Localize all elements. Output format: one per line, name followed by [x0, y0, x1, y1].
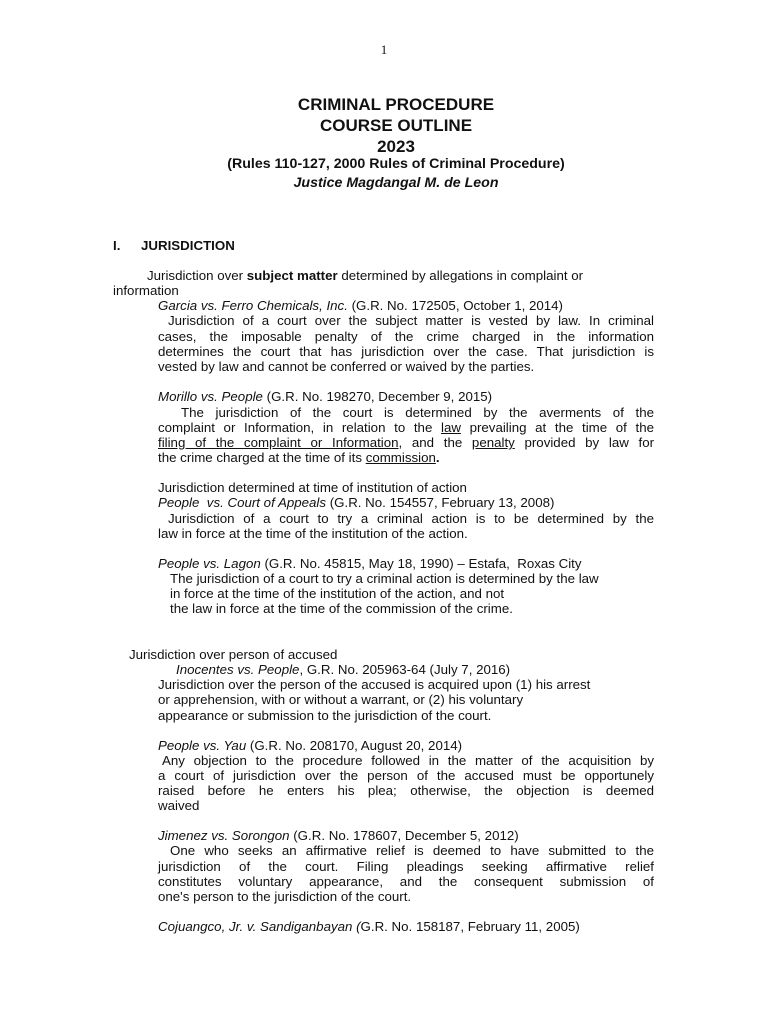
text: the crime charged at the time of its	[158, 450, 366, 465]
case-citation	[158, 919, 580, 935]
text: , and the	[398, 435, 472, 450]
case-name: Inocentes vs. People	[176, 662, 300, 677]
case-text-line: appearance or submission to the jurisdiction of the court.	[158, 708, 492, 723]
doc-title-year: 2023	[377, 137, 415, 156]
case-citation	[176, 662, 510, 678]
section-heading	[113, 238, 235, 254]
case-text-line: cases, the imposable penalty of the crime charged in the information	[158, 329, 654, 344]
subsection-heading: Jurisdiction determined at time of institution of action	[158, 480, 467, 495]
case-citation	[158, 495, 554, 511]
case-name: Garcia vs. Ferro Chemicals, Inc.	[158, 298, 348, 313]
section-number: I.	[113, 238, 121, 253]
case-text-line: vested by law and cannot be conferred or waived by the parties.	[158, 359, 535, 374]
case-text-line: Jurisdiction over the person of the accused is acquired upon (1) his arrest	[158, 677, 591, 692]
case-text-line: waived	[158, 798, 200, 813]
case-text-line: in force at the time of the institution of the action, and not	[170, 586, 505, 601]
underlined-text: filing of the complaint or Information	[158, 435, 399, 450]
case-name: People vs. Yau	[158, 738, 247, 753]
case-text-line: a court of jurisdiction over the person of the accused must be opportunely	[158, 768, 654, 783]
case-text-line: The jurisdiction of a court to try a criminal action is determined by the law	[170, 571, 599, 586]
case-cite: (G.R. No. 172505, October 1, 2014)	[347, 298, 563, 313]
case-text-line: the law in force at the time of the commission of the crime.	[170, 601, 513, 616]
case-citation	[158, 389, 492, 405]
case-name: People vs. Court of Appeals	[158, 495, 327, 510]
case-name: People vs. Lagon	[158, 556, 261, 571]
case-cite: , G.R. No. 205963-64 (July 7, 2016)	[299, 662, 511, 677]
underlined-text: law	[440, 420, 461, 435]
case-cite: G.R. No. 158187, February 11, 2005)	[360, 919, 580, 934]
section-title: JURISDICTION	[141, 238, 235, 253]
doc-title-line1: CRIMINAL PROCEDURE	[297, 95, 495, 114]
underlined-text: penalty	[471, 435, 515, 450]
case-text-line: determines the court that has jurisdiction over the case. That jurisdiction is	[158, 344, 654, 359]
case-text-line: jurisdiction of the court. Filing pleadings seeking affirmative relief	[158, 859, 654, 874]
text: prevailing at the time of the	[460, 420, 654, 435]
case-text-line	[158, 420, 654, 436]
underlined-text: commission	[365, 450, 436, 465]
case-text-line: One who seeks an affirmative relief is deemed to have submitted to the	[170, 843, 654, 858]
case-text-line: raised before he enters his plea; otherwise, the objection is deemed	[158, 783, 654, 798]
case-text-line	[158, 450, 440, 466]
doc-title-line2: COURSE OUTLINE	[319, 116, 473, 135]
text: provided by law for	[514, 435, 655, 450]
text: complaint or Information, in relation to the	[158, 420, 441, 435]
page-number: 1	[380, 42, 388, 57]
doc-subtitle-rules: (Rules 110-127, 2000 Rules of Criminal Procedure)	[227, 156, 565, 172]
case-name: Cojuangco, Jr. v. Sandiganbayan (	[158, 919, 361, 934]
subject-matter-intro	[147, 268, 583, 284]
doc-author: Justice Magdangal M. de Leon	[293, 175, 499, 191]
case-name: Morillo vs. People	[158, 389, 263, 404]
case-text-line: constitutes voluntary appearance, and the consequent submission of	[158, 874, 654, 889]
case-cite: (G.R. No. 208170, August 20, 2014)	[246, 738, 463, 753]
case-citation	[158, 298, 563, 314]
case-name: Jimenez vs. Sorongon	[158, 828, 290, 843]
case-citation	[158, 556, 582, 572]
case-cite: (G.R. No. 45815, May 18, 1990) – Estafa, Roxas City	[260, 556, 582, 571]
case-text-line: The jurisdiction of the court is determined by the averments of the	[181, 405, 654, 420]
case-text-line: one's person to the jurisdiction of the court.	[158, 889, 412, 904]
intro-text: Jurisdiction over	[147, 268, 247, 283]
case-citation	[158, 738, 462, 754]
case-citation	[158, 828, 519, 844]
case-text-line	[158, 435, 654, 451]
case-text-line: law in force at the time of the institution of the action.	[158, 526, 468, 541]
case-cite: (G.R. No. 198270, December 9, 2015)	[262, 389, 493, 404]
subsection-heading: Jurisdiction over person of accused	[129, 647, 338, 662]
case-text-line: or apprehension, with or without a warrant, or (2) his voluntary	[158, 692, 524, 707]
text: .	[435, 450, 440, 465]
case-text-line: Any objection to the procedure followed in the matter of the acquisition by	[162, 753, 654, 768]
case-text-line: Jurisdiction of a court over the subject matter is vested by law. In criminal	[168, 313, 654, 328]
case-text-line: Jurisdiction of a court to try a criminal action is to be determined by the	[168, 511, 654, 526]
intro-bold-text: subject matter	[246, 268, 338, 283]
case-cite: (G.R. No. 154557, February 13, 2008)	[326, 495, 555, 510]
intro-text-end: determined by allegations in complaint or	[337, 268, 584, 283]
case-cite: (G.R. No. 178607, December 5, 2012)	[289, 828, 519, 843]
subject-matter-intro-cont: information	[113, 283, 179, 298]
